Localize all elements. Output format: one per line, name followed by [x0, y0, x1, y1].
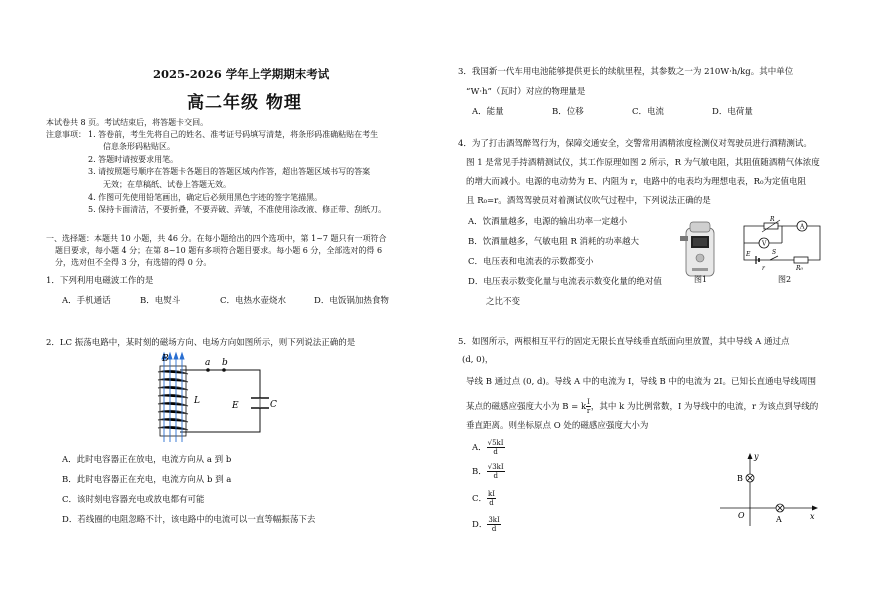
q5-option-b-den: d: [493, 472, 498, 480]
q5-option-b-fraction: [487, 463, 505, 480]
q5-line2: (d, 0)，: [462, 355, 494, 365]
label-switch: S: [772, 249, 777, 256]
q4-line: 4．为了打击酒驾醉驾行为，保障交通安全，交警常用酒精浓度检测仪对驾驶员进行酒精测试。: [458, 139, 812, 149]
q5-option-d-label: D．: [472, 520, 488, 530]
q5-option-a: [472, 439, 505, 456]
q5-formula-den: r: [586, 407, 591, 415]
q5-line5: 垂直距离。则坐标原点 O 处的磁感应强度大小为: [466, 421, 649, 431]
q3-line1: 3．我国新一代车用电池能够提供更长的续航里程，其参数之一为 210W·h/kg。其中单位: [458, 67, 794, 77]
notice-item: 3. 请按照题号顺序在答题卡各题目的答题区域内作答，超出答题区域书写的答案: [88, 167, 371, 176]
q1-stem: 1．下列利用电磁波工作的是: [46, 276, 154, 286]
q3-option-d: D．电荷量: [712, 107, 753, 117]
label-b-field: B: [162, 354, 169, 364]
label-inductor: L: [194, 396, 200, 406]
label-r: R: [770, 216, 775, 223]
q1-option-d: D．电饭锅加热食物: [314, 296, 389, 306]
q4-line: 且 R₀=r。酒驾驾驶员对着测试仪吹气过程中，下列说法正确的是: [466, 196, 711, 206]
q5-option-b-label: B．: [472, 467, 487, 477]
label-b: b: [222, 358, 228, 368]
node-b: [222, 368, 226, 372]
notice-item: 2. 答题时请按要求用笔。: [88, 155, 179, 164]
q4-option-b: B．饮酒量越多，气敏电阻 R 消耗的功率越大: [468, 237, 640, 247]
fig2-caption: 图2: [778, 275, 792, 284]
node-a: [206, 368, 210, 372]
intro-text: 本试卷共 8 页。考试结束后，将答题卡交回。: [46, 118, 209, 127]
q2-option-c: C．该时刻电容器充电或放电都有可能: [62, 495, 205, 505]
label-a: a: [205, 358, 211, 368]
q5-option-c-num: kI: [488, 490, 496, 498]
q5-option-d-den: d: [491, 525, 497, 533]
label-emf: E: [746, 251, 751, 258]
q3-option-c: C．电流: [632, 107, 665, 117]
q5-line1: 5．如图所示，两根相互平行的固定无限长直导线垂直纸面向里放置，其中导线 A 通过点: [458, 337, 790, 347]
exam-title: 2025-2026 学年上学期期末考试: [153, 67, 330, 81]
subject-title: 高二年级 物理: [187, 93, 302, 113]
q5-formula-num: I: [587, 398, 590, 406]
q2-option-d: D．若线圈的电阻忽略不计，该电路中的电流可以一直等幅振荡下去: [62, 515, 316, 525]
switch-icon: [770, 256, 778, 260]
notice-label: 注意事项：: [46, 130, 86, 139]
q3-option-a: A．能量: [472, 107, 504, 117]
label-x: x: [810, 512, 815, 521]
q3-option-b: B．位移: [552, 107, 584, 117]
q5-option-c-label: C．: [472, 494, 488, 504]
q4-option-c: C．电压表和电流表的示数都变小: [468, 257, 594, 267]
notice-item: 4. 作图可先使用铅笔画出，确定后必须用黑色字迹的签字笔描黑。: [88, 193, 323, 202]
q1-option-c: C．电热水壶烧水: [220, 296, 287, 306]
notice-item: 5. 保持卡面清洁，不要折叠，不要弄破、弄皱，不准使用涂改液、修正带、刮纸刀。: [88, 205, 387, 214]
q5-line4-start: 某点的磁感应强度大小为 B = k: [466, 402, 587, 412]
q2-option-a: A．此时电容器正在放电，电流方向从 a 到 b: [62, 455, 232, 465]
q5-option-a-label: A．: [472, 443, 487, 453]
q4-option-a: A．饮酒量越多，电源的输出功率一定越小: [468, 217, 628, 227]
section-heading: 分，选对但不全得 3 分，有选错的得 0 分。: [55, 258, 212, 267]
q4-option-d-cont: 之比不变: [486, 297, 521, 307]
lc-circuit-figure: [150, 350, 275, 445]
label-capacitor: C: [270, 400, 277, 410]
q3-line2: “W·h”（瓦时）对应的物理量是: [466, 87, 586, 97]
q5-option-b-num: √3kI: [487, 463, 504, 471]
q1-option-a: A．手机通话: [62, 296, 111, 306]
label-wire-a: A: [776, 515, 782, 524]
q5-option-a-den: d: [493, 448, 498, 456]
label-origin: O: [738, 511, 745, 520]
section-heading: 一、选择题：本题共 10 小题，共 46 分。在每小题给出的四个选项中，第 1~7 题只有一项符合: [46, 234, 387, 243]
wire-a-icon: [776, 504, 784, 512]
label-ammeter: A: [800, 223, 805, 231]
q5-option-c: [472, 490, 496, 507]
q5-option-b: [472, 463, 505, 480]
q1-option-b: B．电熨斗: [140, 296, 181, 306]
label-fixed: R₀: [796, 265, 803, 272]
q5-line4: [466, 398, 818, 415]
notice-item: 无效；在草稿纸、试卷上答题无效。: [103, 180, 231, 189]
q5-option-d-num: 3kI: [488, 516, 500, 524]
q4-option-d: D．电压表示数变化量与电流表示数变化量的绝对值: [468, 277, 662, 287]
label-voltmeter: V: [762, 240, 767, 248]
sensor-circuit-figure: [738, 216, 828, 274]
q5-option-a-fraction: [487, 439, 505, 456]
q5-line4-end: ，其中 k 为比例常数，I 为导线中的电流，r 为该点到导线的: [590, 402, 819, 412]
notice-item: 信息条形码粘贴区。: [103, 142, 175, 151]
q5-line3: 导线 B 通过点 (0, d)。导线 A 中的电流为 I，导线 B 中的电流为 2I。已知长直通电导线周围: [466, 377, 816, 387]
q5-option-c-den: d: [489, 499, 494, 507]
q2-option-b: B．此时电容器正在充电，电流方向从 b 到 a: [62, 475, 232, 485]
q2-stem: 2．LC 振荡电路中，某时刻的磁场方向、电场方向如图所示，则下列说法正确的是: [46, 338, 356, 348]
q4-line: 的增大而减小。电源的电动势为 E、内阻为 r，电路中的电表均为理想电表，R₀为定值电阻: [466, 177, 806, 187]
notice-item: 1. 答卷前，考生先将自己的姓名、准考证号码填写清楚，将条形码准确粘贴在考生: [88, 130, 379, 139]
q5-coordinate-figure: [712, 448, 824, 528]
wire-b-icon: [746, 474, 754, 482]
fig1-caption: 图1: [694, 275, 708, 284]
label-y: y: [754, 452, 759, 461]
q5-option-c-fraction: [487, 490, 496, 507]
q4-line: 图 1 是常见手持酒精测试仪，其工作原理如图 2 所示，R 为气敏电阻，其阻值随酒精气体浓度: [466, 158, 820, 168]
section-heading: 题目要求，每小题 4 分；在第 8~10 题有多项符合题目要求。每小题 6 分，全部选对的得 6: [55, 246, 383, 255]
q5-option-d-fraction: [487, 516, 500, 533]
q5-option-d: [472, 516, 501, 533]
label-wire-b: B: [737, 474, 743, 483]
q5-option-a-num: √5kI: [487, 439, 504, 447]
label-e-field: E: [232, 401, 239, 411]
fixed-resistor: [794, 257, 808, 263]
label-internal: r: [762, 265, 765, 272]
